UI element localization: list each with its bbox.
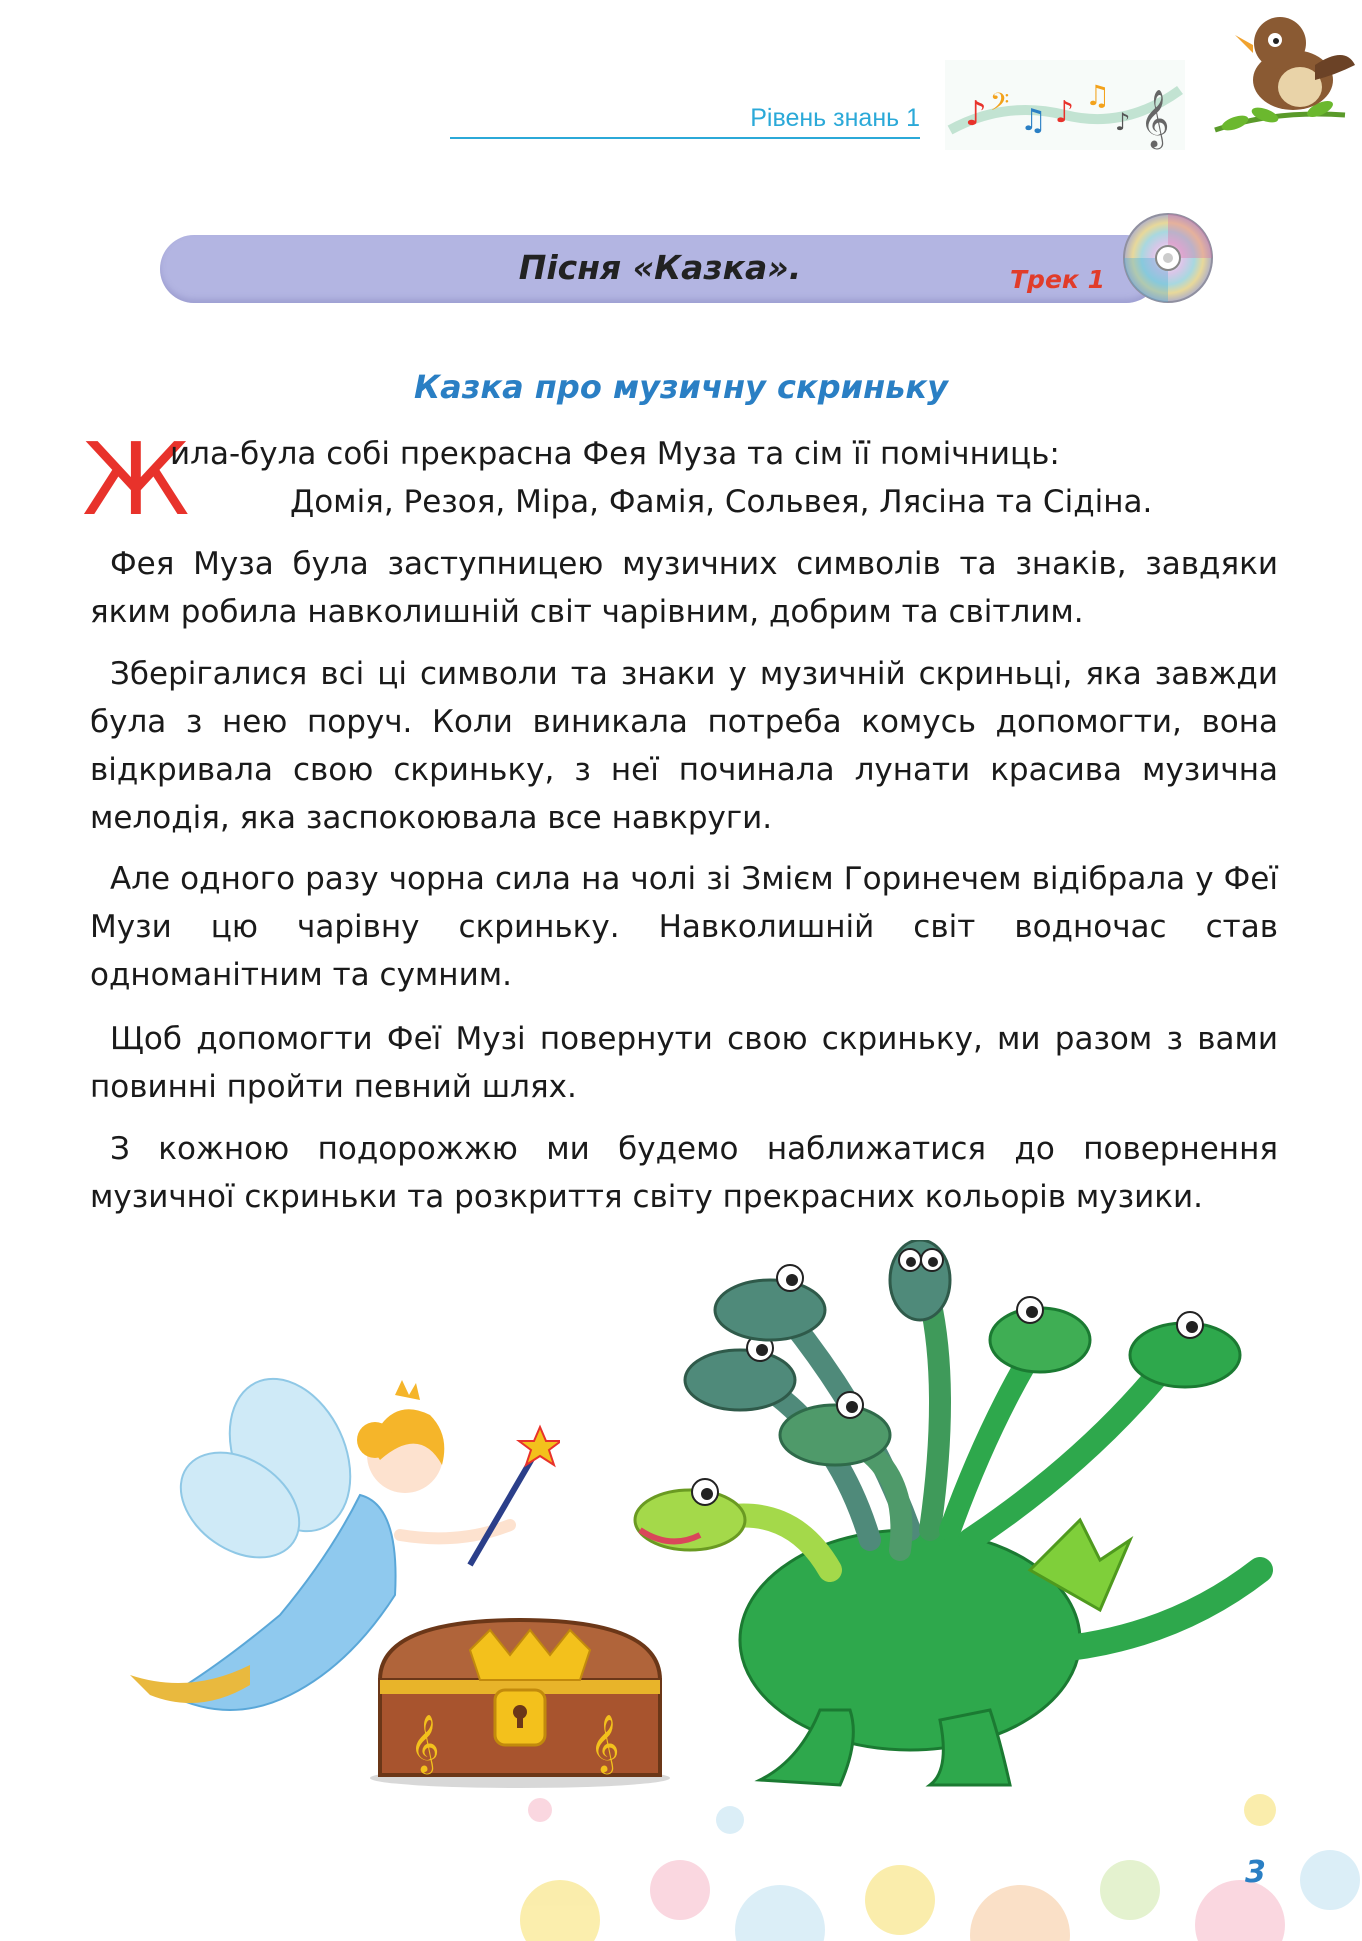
song-title: Пісня «Казка». bbox=[518, 248, 802, 287]
story-title: Казка про музичну скриньку bbox=[414, 368, 948, 406]
svg-text:𝄢: 𝄢 bbox=[990, 88, 1010, 123]
story-paragraph: Але одного разу чорна сила на чолі зі Змієм Горинечем відібрала у Феї Музи цю чарівну скриньку. Навколишній світ водночас став одноманітним та сумним. bbox=[90, 861, 1278, 993]
svg-text:♪: ♪ bbox=[965, 94, 987, 134]
story-paragraph: Фея Муза була заступницею музичних символів та знаків, завдяки яким робила навколишній світ чарівним, добрим та світлим. bbox=[90, 546, 1278, 630]
svg-text:♪: ♪ bbox=[1055, 95, 1075, 130]
header-underline bbox=[450, 137, 920, 139]
bird-on-branch-illustration bbox=[1205, 5, 1355, 145]
cd-disc-icon[interactable] bbox=[1120, 210, 1220, 310]
story-second-line: Домія, Резоя, Міра, Фамія, Сольвея, Лясіна та Сідіна. bbox=[290, 484, 1153, 520]
level-label: Рівень знань 1 bbox=[750, 104, 920, 132]
svg-text:𝄞: 𝄞 bbox=[590, 1714, 620, 1772]
svg-text:𝄞: 𝄞 bbox=[410, 1714, 440, 1772]
svg-text:♪: ♪ bbox=[1115, 108, 1131, 136]
music-notes-illustration bbox=[945, 60, 1185, 150]
story-paragraph: Щоб допомогти Феї Музі повернути свою скриньку, ми разом з вами повинні пройти певний шлях. bbox=[90, 1021, 1278, 1105]
story-paragraph: З кожною подорожжю ми будемо наближатися до повернення музичної скриньки та розкриття світу прекрасних кольорів музики. bbox=[90, 1131, 1278, 1215]
svg-text:♫: ♫ bbox=[1020, 103, 1047, 138]
page-number: 3 bbox=[1245, 1855, 1266, 1890]
seven-headed-dragon-illustration bbox=[610, 1240, 1290, 1800]
story-paragraph: Зберігалися всі ці символи та знаки у музичній скриньці, яка завжди була з нею поруч. Коли виникала потреба комусь допомогти, вона відкривала свою скриньку, з неї починала лунати красива музична мелодія, яка заспокоювала все навкруги. bbox=[90, 656, 1278, 836]
drop-cap-letter: Ж bbox=[82, 421, 190, 538]
story-first-line: ила-була собі прекрасна Фея Муза та сім її помічниць: bbox=[170, 436, 1060, 472]
svg-text:♫: ♫ bbox=[1085, 79, 1111, 112]
track-label: Трек 1 bbox=[1010, 265, 1105, 294]
svg-text:𝄞: 𝄞 bbox=[1140, 89, 1170, 147]
